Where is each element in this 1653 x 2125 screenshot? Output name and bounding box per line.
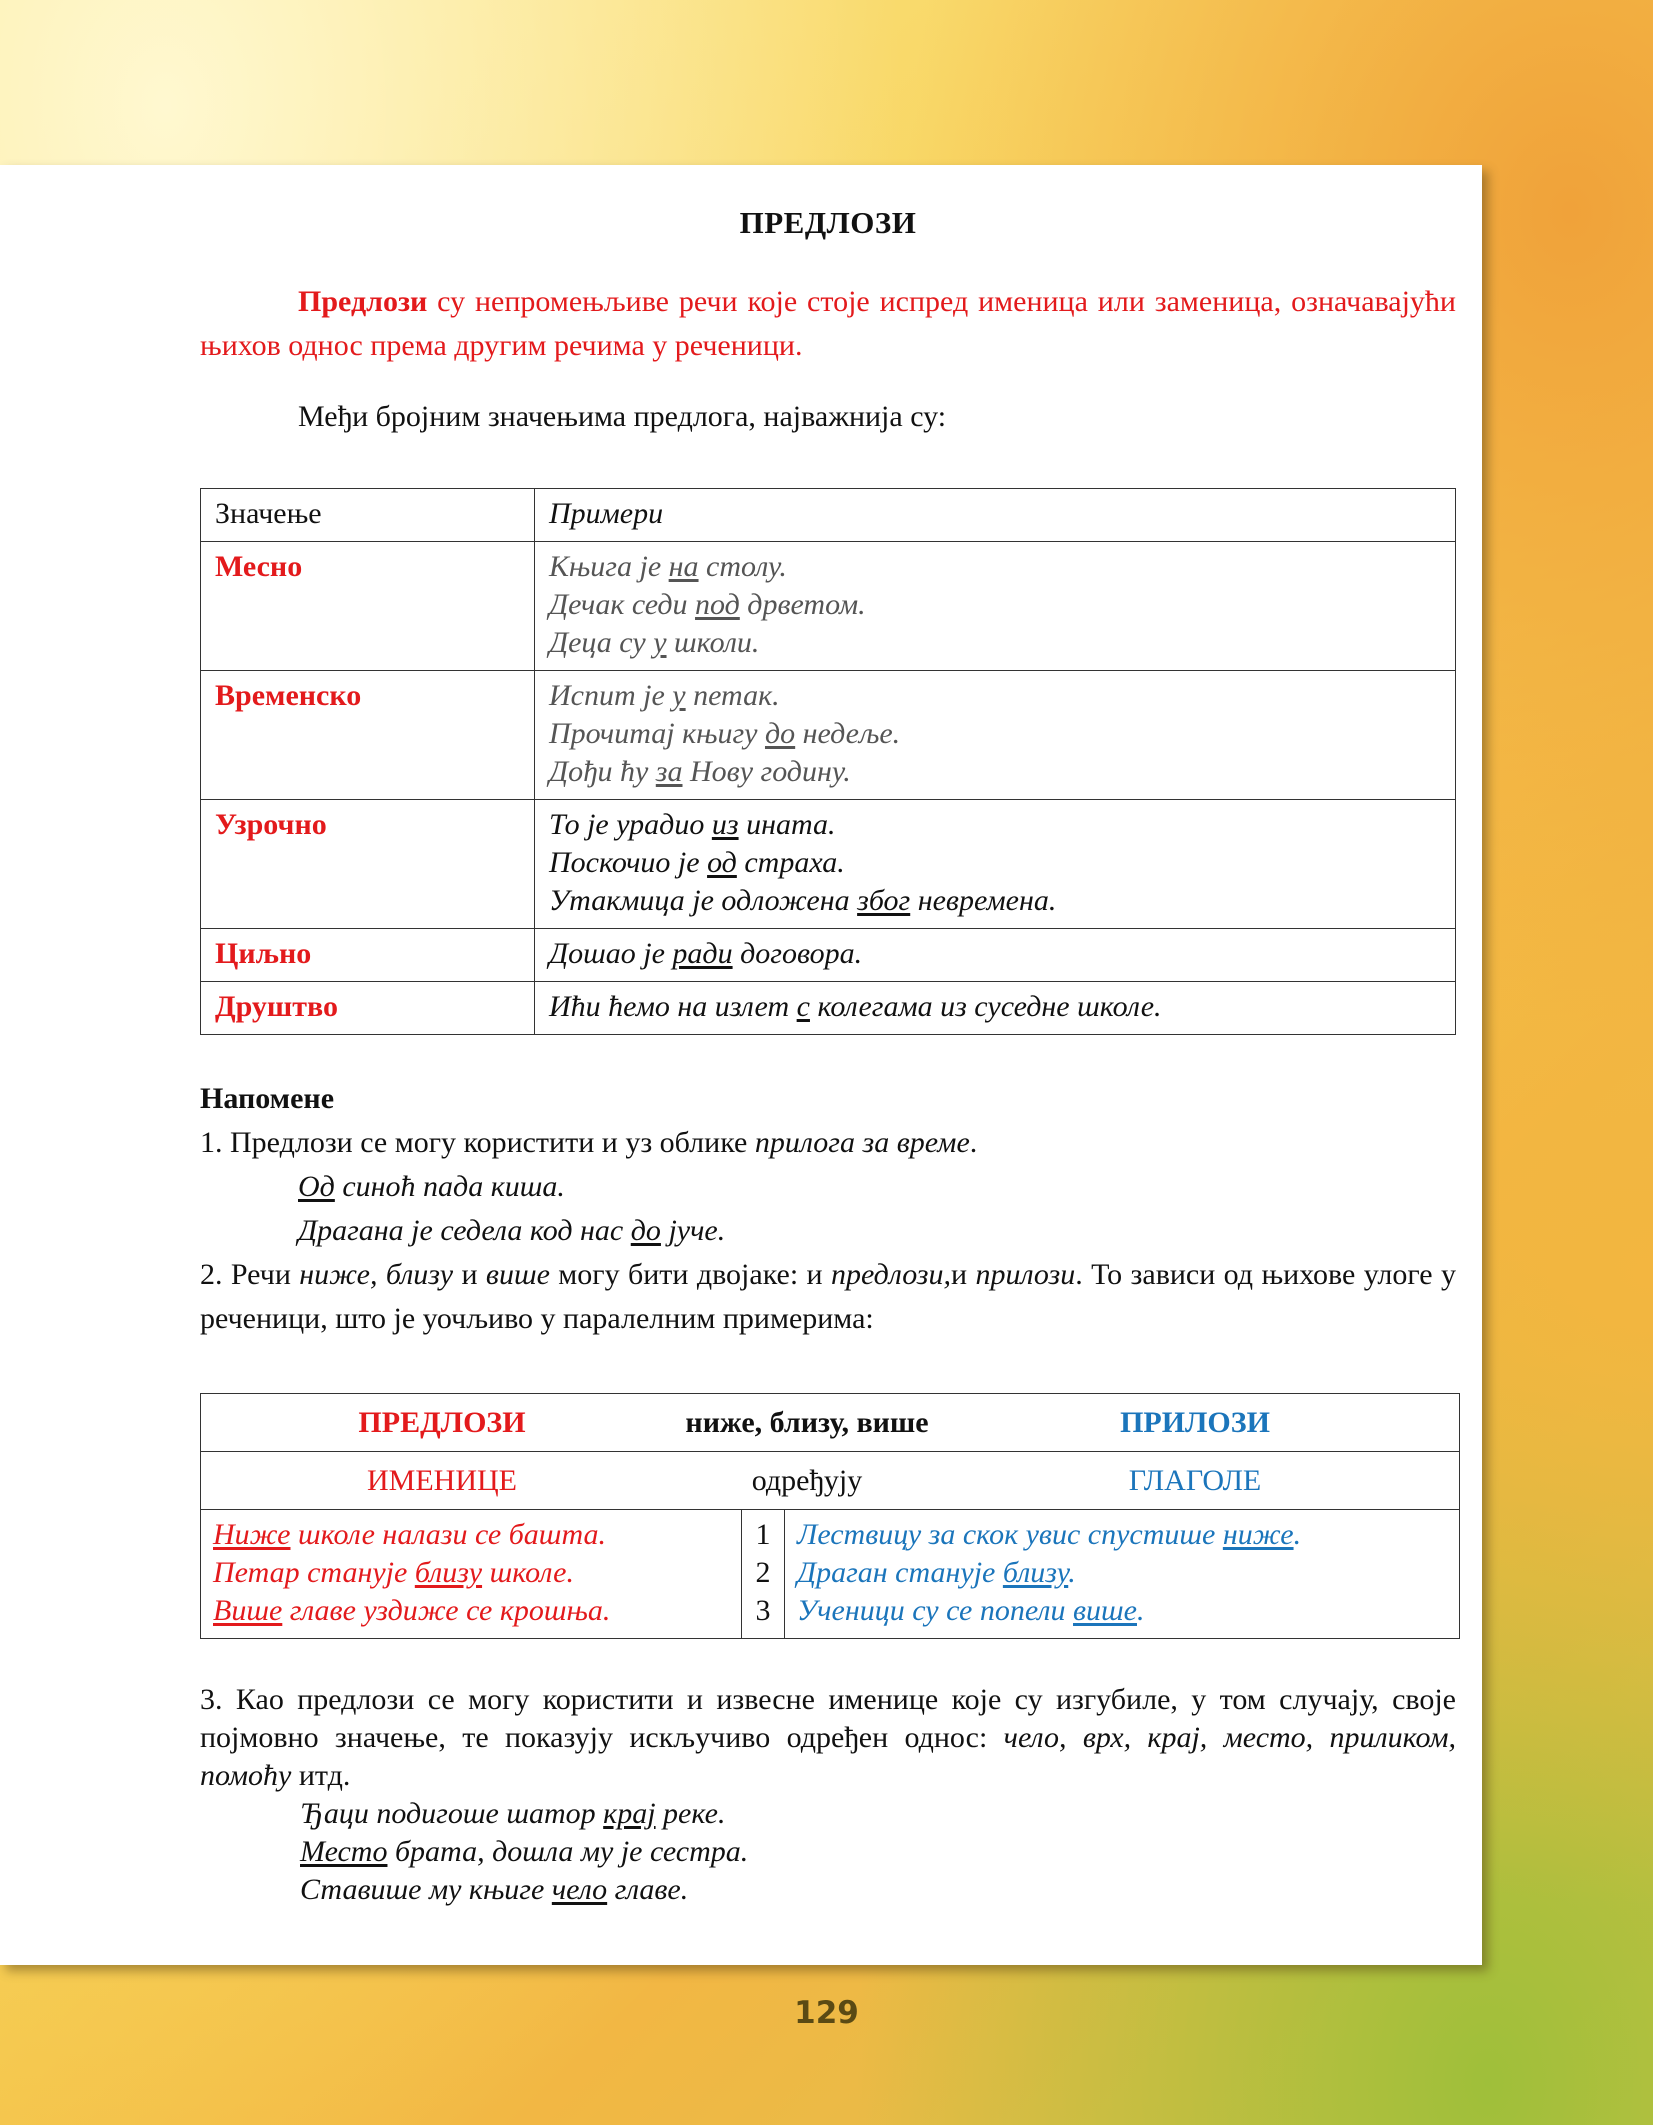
header-prepositions: ПРЕДЛОЗИ — [358, 1405, 526, 1439]
example-line — [549, 882, 1441, 920]
example-post: . — [1293, 1518, 1302, 1551]
header-words: ниже, близу, више — [685, 1405, 929, 1439]
example-post: недеље. — [795, 717, 901, 750]
note-3-text — [200, 1681, 1456, 1795]
example-pre: Утакмица је одложена — [549, 884, 858, 917]
example-pre: Деца су — [549, 626, 654, 659]
example-word: близу — [1002, 1556, 1069, 1589]
example-line — [797, 1592, 1447, 1630]
meaning-examples — [535, 982, 1456, 1035]
example-line — [797, 1516, 1447, 1554]
example-post: ината. — [738, 808, 836, 841]
preposition-examples — [201, 1510, 742, 1639]
example-pre: Поскочио је — [549, 846, 708, 879]
example-line — [213, 1592, 729, 1630]
note-text: и — [951, 1258, 976, 1291]
meaning-name: Узрочно — [201, 800, 535, 929]
table-row — [201, 800, 1456, 929]
example-number: 1 — [755, 1518, 771, 1551]
example-pre: Ићи ћемо на излет — [549, 990, 797, 1023]
example-pre: Прочитај књигу — [549, 717, 765, 750]
example-pre: Лествицу за скок увис спустише — [797, 1518, 1223, 1551]
example-preposition: Место — [300, 1835, 388, 1868]
example-preposition: на — [668, 550, 699, 583]
example-line — [549, 715, 1441, 753]
subheader-determine: одређују — [751, 1463, 863, 1497]
definition-term: Предлози — [298, 285, 428, 318]
meaning-name: Друштво — [201, 982, 535, 1035]
example-preposition: у — [653, 626, 667, 659]
definition-text: су непромењљиве речи које стоје испред именица или заменица, означавајући њихов однос према другим речима у реченици. — [200, 285, 1456, 362]
meaning-name: Временско — [201, 671, 535, 800]
example-preposition: до — [630, 1214, 661, 1247]
example-preposition: од — [707, 846, 737, 879]
table-header-row — [201, 489, 1456, 542]
example-line — [549, 806, 1441, 844]
example-pre: Ђаци подигоше шатор — [300, 1797, 604, 1830]
note-italic: чело, врх, крај, место, приликом, помоћу — [200, 1721, 1456, 1792]
meanings-table — [200, 488, 1456, 1035]
example-pre: Испит је — [549, 679, 673, 712]
note-3-example — [200, 1871, 1456, 1909]
example-post: школи. — [666, 626, 760, 659]
example-word: Ниже — [213, 1518, 291, 1551]
example-preposition: Од — [298, 1170, 335, 1203]
example-pre: Петар станује — [213, 1556, 415, 1589]
example-pre: Књига је — [549, 550, 669, 583]
note-1-example — [200, 1209, 1456, 1253]
note-italic: прилози — [975, 1258, 1076, 1291]
example-post: Нову годину. — [682, 755, 851, 788]
example-word: ниже — [1222, 1518, 1294, 1551]
compare-subheader-row — [201, 1452, 1460, 1510]
example-line — [549, 988, 1441, 1026]
meaning-examples — [535, 542, 1456, 671]
example-word: више — [1073, 1594, 1137, 1627]
example-post: колегама из суседне школе. — [809, 990, 1162, 1023]
example-pre: Драган станује — [797, 1556, 1003, 1589]
compare-examples-row — [201, 1510, 1460, 1639]
example-post: главе. — [607, 1873, 689, 1906]
example-post: реке. — [655, 1797, 726, 1830]
example-post: столу. — [698, 550, 787, 583]
meaning-name: Месно — [201, 542, 535, 671]
example-pre: Драгана је седела код нас — [298, 1214, 631, 1247]
definition-paragraph — [200, 280, 1456, 368]
example-post: брата, дошла му је сестра. — [387, 1835, 749, 1868]
example-pre: Дошао је — [549, 937, 673, 970]
example-preposition: чело — [551, 1873, 608, 1906]
note-italic: више — [485, 1258, 550, 1291]
note-text: . То зависи од њихове улоге у реченици, што је уочљиво у паралелним примерима: — [200, 1258, 1456, 1335]
note-3-example — [200, 1795, 1456, 1833]
note-1 — [200, 1121, 1456, 1165]
example-post: школе налази се башта. — [290, 1518, 606, 1551]
example-line — [549, 586, 1441, 624]
note-text: и — [453, 1258, 486, 1291]
example-line — [797, 1554, 1447, 1592]
example-preposition: под — [695, 588, 740, 621]
example-post: дрветом. — [739, 588, 866, 621]
example-line — [549, 753, 1441, 791]
example-line — [549, 844, 1441, 882]
example-post: договора. — [732, 937, 863, 970]
page-sheet — [0, 165, 1482, 1965]
example-post: јуче. — [660, 1214, 726, 1247]
compare-header-row — [201, 1394, 1460, 1452]
example-preposition: ради — [672, 937, 733, 970]
example-line — [549, 935, 1441, 973]
subheader-verbs: ГЛАГОЛЕ — [1128, 1463, 1262, 1497]
example-preposition: из — [711, 808, 739, 841]
note-3-example — [200, 1833, 1456, 1871]
table-row — [201, 542, 1456, 671]
note-text: могу бити двојаке: и — [549, 1258, 831, 1291]
example-pre: Ученици су се попели — [797, 1594, 1074, 1627]
notes-section — [200, 1077, 1456, 1341]
example-post: главе уздиже се крошња. — [282, 1594, 611, 1627]
example-preposition: због — [857, 884, 911, 917]
intro-text: Међи бројним значењима предлога, најважнија су: — [298, 400, 947, 433]
table-row — [201, 982, 1456, 1035]
meaning-examples — [535, 929, 1456, 982]
example-pre: Дечак седи — [549, 588, 696, 621]
example-preposition: с — [796, 990, 810, 1023]
example-post: петак. — [685, 679, 780, 712]
note-italic: ниже, близу — [299, 1258, 454, 1291]
example-word: Више — [213, 1594, 283, 1627]
example-post: синоћ пада киша. — [334, 1170, 565, 1203]
meaning-examples — [535, 800, 1456, 929]
compare-table — [200, 1393, 1460, 1639]
page-number: 129 — [794, 1995, 859, 2031]
example-preposition: у — [672, 679, 686, 712]
example-line — [549, 624, 1441, 662]
note-text: 2. Речи — [200, 1258, 300, 1291]
header-examples: Примери — [535, 489, 1456, 542]
adverb-examples — [785, 1510, 1460, 1639]
header-adverbs: ПРИЛОЗИ — [1120, 1405, 1270, 1439]
note-text: . — [969, 1126, 978, 1159]
subheader-nouns: ИМЕНИЦЕ — [367, 1463, 517, 1497]
example-post: . — [1068, 1556, 1076, 1589]
compare-header — [201, 1394, 1460, 1452]
example-preposition: до — [764, 717, 796, 750]
example-post: школе. — [482, 1556, 574, 1589]
example-number: 3 — [755, 1594, 771, 1627]
example-pre: Ставише му књиге — [300, 1873, 552, 1906]
meaning-name: Циљно — [201, 929, 535, 982]
example-number: 2 — [755, 1556, 771, 1589]
compare-subheader — [201, 1452, 1460, 1510]
example-word: близу — [414, 1556, 483, 1589]
example-preposition: крај — [603, 1797, 656, 1830]
header-meaning: Значење — [201, 489, 535, 542]
meaning-examples — [535, 671, 1456, 800]
notes-heading: Напомене — [200, 1082, 335, 1115]
example-line — [549, 548, 1441, 586]
example-pre: Дођи ћу — [549, 755, 656, 788]
note-3 — [200, 1681, 1456, 1909]
example-post: страха. — [736, 846, 845, 879]
note-text: 3. Као предлози се могу користити и извесне именице које су изгубиле, у том случају, своје појмовно значење, те показују искључиво одређен однос: — [200, 1683, 1456, 1754]
example-line — [549, 677, 1441, 715]
example-post: . — [1137, 1594, 1145, 1627]
example-numbers — [742, 1510, 785, 1639]
example-line — [213, 1516, 729, 1554]
note-1-example — [200, 1165, 1456, 1209]
note-text: итд. — [291, 1759, 351, 1792]
example-pre: То је урадио — [549, 808, 712, 841]
note-2 — [200, 1253, 1456, 1341]
table-row — [201, 671, 1456, 800]
example-post: невремена. — [910, 884, 1057, 917]
table-row — [201, 929, 1456, 982]
note-text: 1. Предлози се могу користити и уз облике — [200, 1126, 755, 1159]
note-italic: прилога за време — [754, 1126, 970, 1159]
example-preposition: за — [655, 755, 683, 788]
note-italic: предлози, — [831, 1258, 951, 1291]
example-line — [213, 1554, 729, 1592]
page-title: ПРЕДЛОЗИ — [739, 205, 917, 240]
